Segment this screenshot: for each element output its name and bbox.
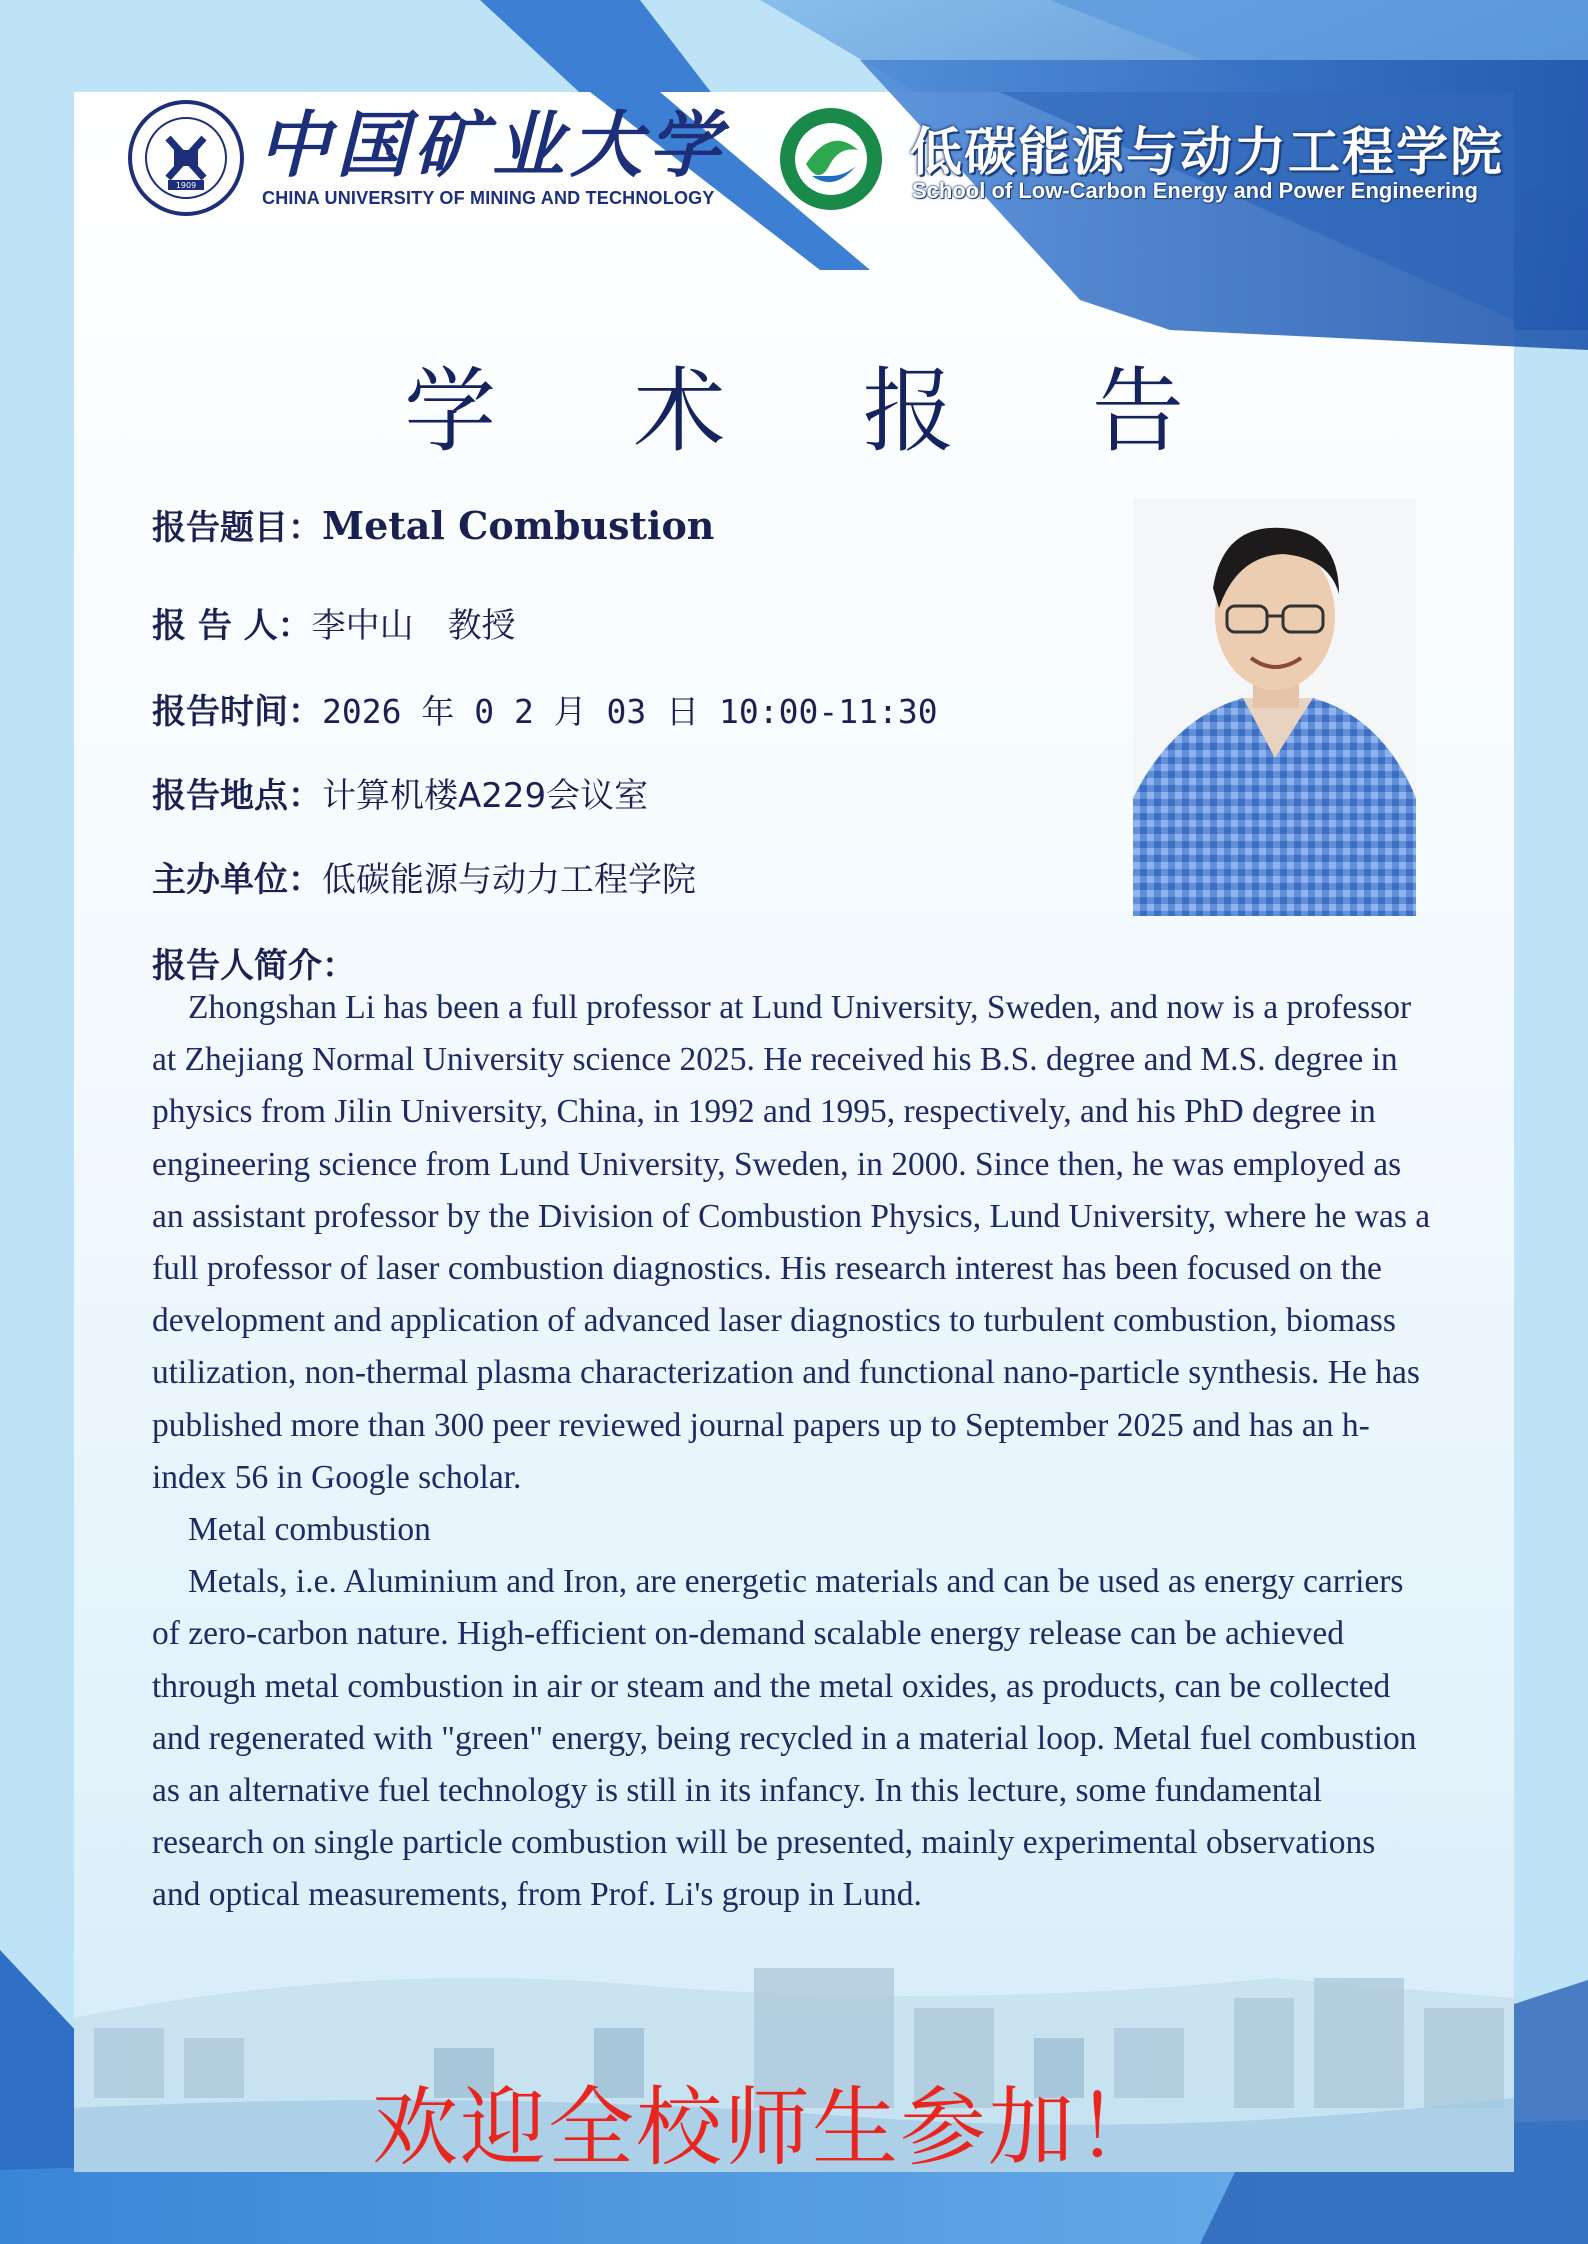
seal-year: 1909 bbox=[175, 181, 197, 190]
bio-heading: 报告人简介： bbox=[152, 946, 356, 986]
topic-label: 报告题目： bbox=[152, 508, 322, 548]
school-name-en: School of Low-Carbon Energy and Power Engineering bbox=[912, 178, 1478, 203]
school-name-cn: 低碳能源与动力工程学院 bbox=[910, 123, 1505, 183]
host-row bbox=[152, 852, 696, 901]
speaker-photo bbox=[1133, 498, 1416, 916]
bio-paragraph: Metal combustion bbox=[188, 1511, 431, 1549]
place-row bbox=[152, 768, 648, 817]
time-value: 2026 年 0 2 月 03 日 10:00-11:30 bbox=[322, 692, 938, 731]
place-label: 报告地点： bbox=[152, 776, 322, 816]
university-name-en: CHINA UNIVERSITY OF MINING AND TECHNOLOGY bbox=[262, 188, 715, 208]
page-title: 学 术 报 告 bbox=[404, 358, 1238, 465]
host-value: 低碳能源与动力工程学院 bbox=[322, 860, 696, 900]
speaker-label: 报 告 人： bbox=[152, 606, 312, 646]
bio-text bbox=[152, 982, 1432, 1922]
speaker-value: 李中山 教授 bbox=[311, 606, 516, 646]
topic-value: Metal Combustion bbox=[322, 503, 715, 548]
speaker-row bbox=[152, 598, 516, 647]
bio-paragraph: Metals, i.e. Aluminium and Iron, are energetic materials and can be used as energy carriers of zero-carbon nature. High-efficient on-demand scalable energy release can be achieved through metal combustion in air or steam and the metal oxides, as products, can be collected and regenerated with "green" energy, being recycled in a material loop. Metal fuel combustion as an alternative fuel technology is still in its infancy. In this lecture, some fundamental research on single particle combustion will be presented, mainly experimental observations and optical measurements, from Prof. Li's group in Lund. bbox=[152, 1563, 1417, 1914]
host-label: 主办单位： bbox=[152, 860, 322, 900]
place-value: 计算机楼A229会议室 bbox=[322, 776, 649, 816]
bio-paragraph: Zhongshan Li has been a full professor at Lund University, Sweden, and now is a professor at Zhejiang Normal University science 2025. He received his B.S. degree and M.S. degree in physics from Jilin University, China, in 1992 and 1995, respectively, and his PhD degree in engineering science from Lund University, Sweden, in 2000. Since then, he was employed as an assistant professor by the Division of Combustion Physics, Lund University, where he was a full professor of laser combustion diagnostics. His research interest has been focused on the development and application of advanced laser diagnostics to turbulent combustion, biomass utilization, non-thermal plasma characterization and functional nano-particle synthesis. He has published more than 300 peer reviewed journal papers up to September 2025 and has an h-index 56 in Google scholar. bbox=[152, 989, 1431, 1496]
school-logo-icon bbox=[778, 106, 884, 212]
university-seal-icon bbox=[128, 100, 244, 216]
topic-row bbox=[152, 500, 714, 549]
university-name-cn: 中国矿业大学 bbox=[258, 102, 727, 187]
time-label: 报告时间： bbox=[152, 692, 322, 732]
welcome-banner: 欢迎全校师生参加！ bbox=[372, 2078, 1164, 2178]
time-row bbox=[152, 684, 938, 733]
